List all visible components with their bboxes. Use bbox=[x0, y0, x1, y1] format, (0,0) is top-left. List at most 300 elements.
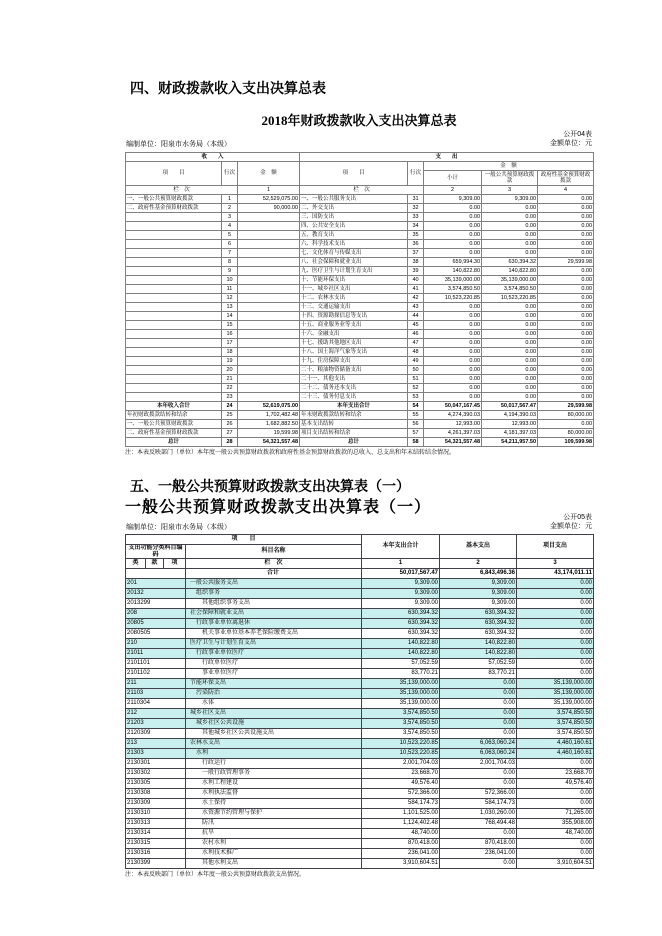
function-code-cell bbox=[126, 569, 186, 579]
basic-expense-cell: 0.00 bbox=[440, 729, 517, 739]
income-amount-cell bbox=[238, 321, 300, 330]
expense-line-cell: 41 bbox=[408, 285, 424, 294]
expense-item-cell: 总计 bbox=[300, 438, 408, 447]
expense-item-cell: 五、教育支出 bbox=[300, 231, 408, 240]
basic-expense-cell: 6,843,496.36 bbox=[440, 569, 517, 579]
subject-name-cell: 农林水支出 bbox=[186, 739, 362, 749]
income-item-cell: 一、一般公共预算财政拨款 bbox=[126, 420, 222, 429]
expense-line-cell: 39 bbox=[408, 267, 424, 276]
project-expense-col-header: 项目支出 bbox=[517, 535, 594, 559]
total-expense-cell: 630,394.32 bbox=[362, 609, 440, 619]
expense-general-cell: 50,017,567.47 bbox=[482, 402, 538, 411]
expense-subtotal-cell: 0.00 bbox=[424, 222, 482, 231]
table1-currency-unit: 金额单位：元 bbox=[550, 140, 592, 147]
income-amount-cell bbox=[238, 231, 300, 240]
expense-subtotal-cell: 0.00 bbox=[424, 330, 482, 339]
expense-item-cell: 四、公共安全支出 bbox=[300, 222, 408, 231]
total-expense-cell: 23,668.70 bbox=[362, 769, 440, 779]
expense-item-cell: 二十、粮油物资储备支出 bbox=[300, 366, 408, 375]
table1-row bbox=[126, 402, 594, 411]
table2-title: 一般公共预算财政拨款支出决算表（一） bbox=[125, 499, 432, 516]
project-expense-cell: 71,265.00 bbox=[517, 809, 594, 819]
expense-line-cell: 57 bbox=[408, 429, 424, 438]
income-line-cell: 10 bbox=[222, 276, 238, 285]
function-code-cell: 2130399 bbox=[126, 859, 186, 869]
total-expense-cell: 3,574,850.50 bbox=[362, 709, 440, 719]
expense-item-cell: 十二、农林水支出 bbox=[300, 294, 408, 303]
basic-expense-cell: 140,822.80 bbox=[440, 649, 517, 659]
expense-subtotal-cell: 9,309.00 bbox=[424, 195, 482, 204]
table1-row bbox=[126, 213, 594, 222]
table2-row bbox=[126, 639, 594, 649]
subject-name-cell: 水利执法监督 bbox=[186, 789, 362, 799]
basic-expense-cell: 0.00 bbox=[440, 709, 517, 719]
income-amount-cell: 52,529,075.00 bbox=[238, 195, 300, 204]
table1-row bbox=[126, 393, 594, 402]
income-item-cell bbox=[126, 276, 222, 285]
basic-expense-cell: 630,394.32 bbox=[440, 609, 517, 619]
expense-general-cell: 0.00 bbox=[482, 204, 538, 213]
function-code-cell: 21103 bbox=[126, 689, 186, 699]
total-expense-cell: 584,174.73 bbox=[362, 799, 440, 809]
class-col-header: 类 bbox=[126, 559, 146, 569]
basic-expense-cell: 6,063,060.24 bbox=[440, 739, 517, 749]
subject-name-cell: 抗旱 bbox=[186, 829, 362, 839]
total-expense-cell: 50,017,567.47 bbox=[362, 569, 440, 579]
expense-line-cell: 35 bbox=[408, 231, 424, 240]
total-expense-cell: 3,910,604.51 bbox=[362, 859, 440, 869]
income-item-cell bbox=[126, 384, 222, 393]
table2-row bbox=[126, 819, 594, 829]
expense-govfund-cell: 0.00 bbox=[538, 321, 594, 330]
expense-line-cell: 32 bbox=[408, 204, 424, 213]
project-expense-cell: 0.00 bbox=[517, 669, 594, 679]
expense-item-cell: 十一、城乡社区支出 bbox=[300, 285, 408, 294]
expense-general-cell: 9,309.00 bbox=[482, 195, 538, 204]
expense-item-cell: 十六、金融支出 bbox=[300, 330, 408, 339]
expense-general-cell: 10,523,220.85 bbox=[482, 294, 538, 303]
total-expense-cell: 630,394.32 bbox=[362, 629, 440, 639]
expense-general-cell: 4,181,397.03 bbox=[482, 429, 538, 438]
expense-general-cell: 0.00 bbox=[482, 375, 538, 384]
income-item-col-header: 项 目 bbox=[126, 162, 222, 186]
table2-row bbox=[126, 769, 594, 779]
expense-govfund-cell: 0.00 bbox=[538, 384, 594, 393]
total-expense-cell: 9,309.00 bbox=[362, 599, 440, 609]
expense-govfund-cell: 0.00 bbox=[538, 276, 594, 285]
basic-expense-cell: 0.00 bbox=[440, 829, 517, 839]
table2-row bbox=[126, 739, 594, 749]
expense-general-cell: 0.00 bbox=[482, 231, 538, 240]
expense-line-cell: 33 bbox=[408, 213, 424, 222]
subject-name-cell: 行政事业单位医疗 bbox=[186, 649, 362, 659]
expense-line-cell: 49 bbox=[408, 357, 424, 366]
expense-line-cell: 58 bbox=[408, 438, 424, 447]
basic-expense-cell: 870,418.00 bbox=[440, 839, 517, 849]
expense-line-cell: 50 bbox=[408, 366, 424, 375]
income-line-cell: 16 bbox=[222, 330, 238, 339]
expense-govfund-cell: 0.00 bbox=[538, 375, 594, 384]
expense-subtotal-cell: 0.00 bbox=[424, 231, 482, 240]
basic-expense-cell: 6,063,060.24 bbox=[440, 749, 517, 759]
basic-expense-cell: 83,770.21 bbox=[440, 669, 517, 679]
income-item-cell: 二、政府性基金预算财政拨款 bbox=[126, 204, 222, 213]
general-budget-expenditure-table bbox=[125, 534, 594, 869]
expense-general-cell: 0.00 bbox=[482, 312, 538, 321]
project-expense-cell: 0.00 bbox=[517, 619, 594, 629]
income-amount-cell bbox=[238, 312, 300, 321]
expense-general-cell: 0.00 bbox=[482, 321, 538, 330]
expense-item-cell: 七、文化体育与传媒支出 bbox=[300, 249, 408, 258]
table2-row bbox=[126, 809, 594, 819]
expense-subtotal-cell: 0.00 bbox=[424, 240, 482, 249]
function-code-cell: 21011 bbox=[126, 649, 186, 659]
total-expense-cell: 2,001,704.03 bbox=[362, 759, 440, 769]
total-expense-cell: 572,366.00 bbox=[362, 789, 440, 799]
function-code-cell: 2130315 bbox=[126, 839, 186, 849]
project-expense-cell: 3,574,850.50 bbox=[517, 709, 594, 719]
expense-general-cell: 0.00 bbox=[482, 303, 538, 312]
subject-name-cell: 事业单位医疗 bbox=[186, 669, 362, 679]
total-expense-cell: 9,309.00 bbox=[362, 579, 440, 589]
expense-subtotal-cell: 0.00 bbox=[424, 312, 482, 321]
expense-general-cell: 0.00 bbox=[482, 240, 538, 249]
function-code-cell: 2101101 bbox=[126, 659, 186, 669]
table1-row bbox=[126, 249, 594, 258]
expense-line-cell: 31 bbox=[408, 195, 424, 204]
table1-row bbox=[126, 438, 594, 447]
expense-general-cell: 630,394.32 bbox=[482, 258, 538, 267]
expense-govfund-cell: 0.00 bbox=[538, 348, 594, 357]
subject-name-cell: 水利 bbox=[186, 749, 362, 759]
gov-fund-col-header: 政府性基金预算财政拨款 bbox=[538, 171, 594, 186]
section-col-header: 款 bbox=[146, 559, 164, 569]
income-line-cell: 11 bbox=[222, 285, 238, 294]
table2-row bbox=[126, 779, 594, 789]
project-expense-cell: 0.00 bbox=[517, 629, 594, 639]
expense-subtotal-cell: 0.00 bbox=[424, 393, 482, 402]
income-amount-cell bbox=[238, 366, 300, 375]
expense-line-cell: 52 bbox=[408, 384, 424, 393]
income-item-cell bbox=[126, 258, 222, 267]
income-line-cell: 21 bbox=[222, 375, 238, 384]
table1-lanci-row bbox=[126, 186, 594, 195]
income-amount-cell bbox=[238, 258, 300, 267]
subject-name-cell: 医疗卫生与计划生育支出 bbox=[186, 639, 362, 649]
expense-line-cell: 37 bbox=[408, 249, 424, 258]
total-expense-cell: 630,394.32 bbox=[362, 619, 440, 629]
table2-row bbox=[126, 759, 594, 769]
expense-subtotal-cell: 10,523,220.85 bbox=[424, 294, 482, 303]
income-item-cell bbox=[126, 321, 222, 330]
expense-item-cell: 二十二、债务还本支出 bbox=[300, 384, 408, 393]
expense-govfund-cell: 0.00 bbox=[538, 294, 594, 303]
subject-name-cell: 其他组织事务支出 bbox=[186, 599, 362, 609]
total-expense-cell: 3,574,850.50 bbox=[362, 719, 440, 729]
table2-body bbox=[126, 569, 594, 869]
expense-line-cell: 45 bbox=[408, 321, 424, 330]
project-expense-cell: 0.00 bbox=[517, 589, 594, 599]
expense-item-cell: 八、社会保障和就业支出 bbox=[300, 258, 408, 267]
col-number-2: 2 bbox=[440, 559, 517, 569]
expense-line-cell: 38 bbox=[408, 258, 424, 267]
income-amount-cell bbox=[238, 249, 300, 258]
table1-title: 2018年财政拨款收入支出决算总表 bbox=[261, 113, 457, 128]
expense-govfund-cell: 29,599.98 bbox=[538, 402, 594, 411]
expense-subtotal-cell: 50,047,167.45 bbox=[424, 402, 482, 411]
income-line-cell: 28 bbox=[222, 438, 238, 447]
basic-expense-cell: 630,394.32 bbox=[440, 629, 517, 639]
table2-row bbox=[126, 629, 594, 639]
expense-subtotal-cell: 0.00 bbox=[424, 321, 482, 330]
income-item-cell bbox=[126, 267, 222, 276]
expense-col-number-3: 3 bbox=[482, 186, 538, 195]
subject-name-cell: 节能环保支出 bbox=[186, 679, 362, 689]
total-expense-cell: 35,139,000.00 bbox=[362, 699, 440, 709]
income-amount-cell bbox=[238, 393, 300, 402]
expense-item-cell: 六、科学技术支出 bbox=[300, 240, 408, 249]
function-code-cell: 2130313 bbox=[126, 819, 186, 829]
function-code-cell: 2130316 bbox=[126, 849, 186, 859]
expense-item-cell: 年末财政拨款结转和结余 bbox=[300, 411, 408, 420]
function-code-cell: 21203 bbox=[126, 719, 186, 729]
income-item-cell bbox=[126, 339, 222, 348]
subject-name-cell: 农村水利 bbox=[186, 839, 362, 849]
expense-item-col-header: 项 目 bbox=[300, 162, 408, 186]
income-amount-cell: 52,619,075.00 bbox=[238, 402, 300, 411]
income-item-cell bbox=[126, 348, 222, 357]
expense-govfund-cell: 109,599.98 bbox=[538, 438, 594, 447]
lanci-label: 栏 次 bbox=[186, 559, 362, 569]
income-line-cell: 25 bbox=[222, 411, 238, 420]
col-number-1: 1 bbox=[362, 559, 440, 569]
expense-line-col-header: 行次 bbox=[408, 162, 424, 186]
project-expense-cell: 3,910,604.51 bbox=[517, 859, 594, 869]
income-line-cell: 3 bbox=[222, 213, 238, 222]
expense-line-cell: 47 bbox=[408, 339, 424, 348]
expense-line-cell: 40 bbox=[408, 276, 424, 285]
basic-expense-cell: 1,030,260.00 bbox=[440, 809, 517, 819]
subject-name-cell: 污染防治 bbox=[186, 689, 362, 699]
function-code-cell: 201 bbox=[126, 579, 186, 589]
expense-item-cell: 九、医疗卫生与计划生育支出 bbox=[300, 267, 408, 276]
project-expense-cell: 3,574,850.50 bbox=[517, 719, 594, 729]
income-amount-cell bbox=[238, 330, 300, 339]
project-expense-cell: 23,668.70 bbox=[517, 769, 594, 779]
expense-govfund-cell: 0.00 bbox=[538, 285, 594, 294]
expense-general-cell: 0.00 bbox=[482, 222, 538, 231]
income-line-col-header: 行次 bbox=[222, 162, 238, 186]
function-code-cell: 2130314 bbox=[126, 829, 186, 839]
table1-header bbox=[126, 153, 594, 195]
basic-expense-cell: 768,494.48 bbox=[440, 819, 517, 829]
function-code-cell: 2110304 bbox=[126, 699, 186, 709]
expense-amount-col-header: 金 额 bbox=[424, 162, 594, 171]
total-expense-cell: 3,574,850.50 bbox=[362, 729, 440, 739]
expense-subtotal-cell: 54,321,557.48 bbox=[424, 438, 482, 447]
expense-govfund-cell: 80,000.00 bbox=[538, 429, 594, 438]
table2-row bbox=[126, 699, 594, 709]
income-line-cell: 5 bbox=[222, 231, 238, 240]
project-expense-cell: 0.00 bbox=[517, 609, 594, 619]
expense-line-cell: 53 bbox=[408, 393, 424, 402]
expense-subtotal-cell: 4,261,397.03 bbox=[424, 429, 482, 438]
income-amount-cell bbox=[238, 285, 300, 294]
income-amount-cell bbox=[238, 222, 300, 231]
project-expense-cell: 0.00 bbox=[517, 649, 594, 659]
income-amount-cell bbox=[238, 357, 300, 366]
subject-name-cell: 行政运行 bbox=[186, 759, 362, 769]
expense-govfund-cell: 0.00 bbox=[538, 357, 594, 366]
income-line-cell: 15 bbox=[222, 321, 238, 330]
total-expense-col-header: 本年支出合计 bbox=[362, 535, 440, 559]
table2-row bbox=[126, 859, 594, 869]
expense-general-cell: 0.00 bbox=[482, 366, 538, 375]
expense-subtotal-cell: 3,574,850.50 bbox=[424, 285, 482, 294]
income-item-cell: 年初财政拨款结转和结余 bbox=[126, 411, 222, 420]
expense-general-cell: 4,194,390.03 bbox=[482, 411, 538, 420]
expense-item-cell: 基本支出结转 bbox=[300, 420, 408, 429]
expense-subtotal-cell: 0.00 bbox=[424, 249, 482, 258]
income-amount-cell bbox=[238, 375, 300, 384]
table2-row bbox=[126, 599, 594, 609]
income-line-cell: 20 bbox=[222, 366, 238, 375]
income-item-cell bbox=[126, 303, 222, 312]
table1-row bbox=[126, 411, 594, 420]
table1-meta-right bbox=[550, 130, 592, 148]
expense-general-cell: 0.00 bbox=[482, 384, 538, 393]
income-line-cell: 14 bbox=[222, 312, 238, 321]
expense-general-cell: 0.00 bbox=[482, 348, 538, 357]
table1-row bbox=[126, 276, 594, 285]
table1-row bbox=[126, 204, 594, 213]
table2-row bbox=[126, 659, 594, 669]
expense-govfund-cell: 0.00 bbox=[538, 195, 594, 204]
expense-item-cell: 十九、住房保障支出 bbox=[300, 357, 408, 366]
table2-meta-right bbox=[550, 513, 592, 531]
expense-govfund-cell: 0.00 bbox=[538, 231, 594, 240]
table1-row bbox=[126, 222, 594, 231]
total-expense-cell: 870,418.00 bbox=[362, 839, 440, 849]
basic-expense-cell: 0.00 bbox=[440, 859, 517, 869]
expense-item-cell: 项目支出结转和结余 bbox=[300, 429, 408, 438]
table2-form-no: 公开05表 bbox=[563, 514, 592, 521]
table2-lanci-row bbox=[126, 559, 594, 569]
total-expense-cell: 83,770.21 bbox=[362, 669, 440, 679]
expense-general-cell: 140,822.80 bbox=[482, 267, 538, 276]
income-line-cell: 17 bbox=[222, 339, 238, 348]
income-item-cell bbox=[126, 285, 222, 294]
income-item-cell bbox=[126, 375, 222, 384]
expense-govfund-cell: 0.00 bbox=[538, 240, 594, 249]
income-line-cell: 13 bbox=[222, 303, 238, 312]
project-expense-cell: 0.00 bbox=[517, 839, 594, 849]
income-line-cell: 27 bbox=[222, 429, 238, 438]
expense-item-cell: 十、节能环保支出 bbox=[300, 276, 408, 285]
item-group-header: 项 目 bbox=[126, 535, 362, 545]
basic-expense-cell: 0.00 bbox=[440, 769, 517, 779]
subject-name-cell: 其他水利支出 bbox=[186, 859, 362, 869]
function-code-cell: 211 bbox=[126, 679, 186, 689]
expense-item-cell: 本年支出合计 bbox=[300, 402, 408, 411]
table2-currency-unit: 金额单位：元 bbox=[550, 523, 592, 530]
basic-expense-cell: 0.00 bbox=[440, 719, 517, 729]
expense-line-cell: 51 bbox=[408, 375, 424, 384]
expense-item-cell: 十三、交通运输支出 bbox=[300, 303, 408, 312]
subject-name-cell: 行政事业单位离退休 bbox=[186, 619, 362, 629]
income-line-cell: 9 bbox=[222, 267, 238, 276]
expense-subtotal-cell: 0.00 bbox=[424, 204, 482, 213]
income-amount-cell bbox=[238, 294, 300, 303]
total-expense-cell: 140,822.80 bbox=[362, 639, 440, 649]
income-line-cell: 19 bbox=[222, 357, 238, 366]
function-code-cell: 21303 bbox=[126, 749, 186, 759]
table2-row bbox=[126, 649, 594, 659]
income-item-cell: 总计 bbox=[126, 438, 222, 447]
expense-general-cell: 12,993.00 bbox=[482, 420, 538, 429]
project-expense-cell: 0.00 bbox=[517, 639, 594, 649]
table1-row bbox=[126, 330, 594, 339]
total-expense-cell: 1,101,525.00 bbox=[362, 809, 440, 819]
table1-row bbox=[126, 294, 594, 303]
function-code-col-header: 支出功能分类科目编码 bbox=[126, 545, 186, 559]
expense-line-cell: 55 bbox=[408, 411, 424, 420]
expense-col-number-2: 2 bbox=[424, 186, 482, 195]
project-expense-cell: 35,139,000.00 bbox=[517, 699, 594, 709]
expense-item-cell: 三、国防支出 bbox=[300, 213, 408, 222]
table2-meta bbox=[125, 513, 593, 533]
expense-govfund-cell: 0.00 bbox=[538, 267, 594, 276]
expense-subtotal-cell: 12,993.00 bbox=[424, 420, 482, 429]
expense-govfund-cell: 0.00 bbox=[538, 303, 594, 312]
table1-row bbox=[126, 357, 594, 366]
table2-row bbox=[126, 849, 594, 859]
basic-expense-cell: 140,822.80 bbox=[440, 639, 517, 649]
income-amount-cell bbox=[238, 240, 300, 249]
basic-expense-cell: 0.00 bbox=[440, 699, 517, 709]
expense-item-cell: 十四、资源勘探信息等支出 bbox=[300, 312, 408, 321]
income-item-cell: 本年收入合计 bbox=[126, 402, 222, 411]
income-line-cell: 8 bbox=[222, 258, 238, 267]
expense-govfund-cell: 0.00 bbox=[538, 249, 594, 258]
function-code-cell: 2130309 bbox=[126, 799, 186, 809]
income-item-cell bbox=[126, 357, 222, 366]
project-expense-cell: 355,908.00 bbox=[517, 819, 594, 829]
expense-govfund-cell: 0.00 bbox=[538, 393, 594, 402]
function-code-cell: 208 bbox=[126, 609, 186, 619]
total-expense-cell: 48,740.00 bbox=[362, 829, 440, 839]
expense-subtotal-cell: 0.00 bbox=[424, 348, 482, 357]
expense-subtotal-cell: 0.00 bbox=[424, 303, 482, 312]
subject-name-cell: 一般公共服务支出 bbox=[186, 579, 362, 589]
subject-name-cell: 机关事业单位基本养老保险缴费支出 bbox=[186, 629, 362, 639]
expense-item-cell: 二、外交支出 bbox=[300, 204, 408, 213]
basic-expense-cell: 584,174.73 bbox=[440, 799, 517, 809]
expense-line-cell: 54 bbox=[408, 402, 424, 411]
expense-subtotal-cell: 0.00 bbox=[424, 384, 482, 393]
table1-row bbox=[126, 429, 594, 438]
income-item-cell bbox=[126, 393, 222, 402]
basic-expense-col-header: 基本支出 bbox=[440, 535, 517, 559]
income-line-cell: 4 bbox=[222, 222, 238, 231]
table2-header-row-1 bbox=[126, 535, 594, 545]
project-expense-cell: 0.00 bbox=[517, 789, 594, 799]
expense-general-cell: 0.00 bbox=[482, 357, 538, 366]
expense-govfund-cell: 80,000.00 bbox=[538, 411, 594, 420]
income-line-cell: 2 bbox=[222, 204, 238, 213]
total-expense-cell: 10,523,220.85 bbox=[362, 749, 440, 759]
project-expense-cell: 0.00 bbox=[517, 579, 594, 589]
